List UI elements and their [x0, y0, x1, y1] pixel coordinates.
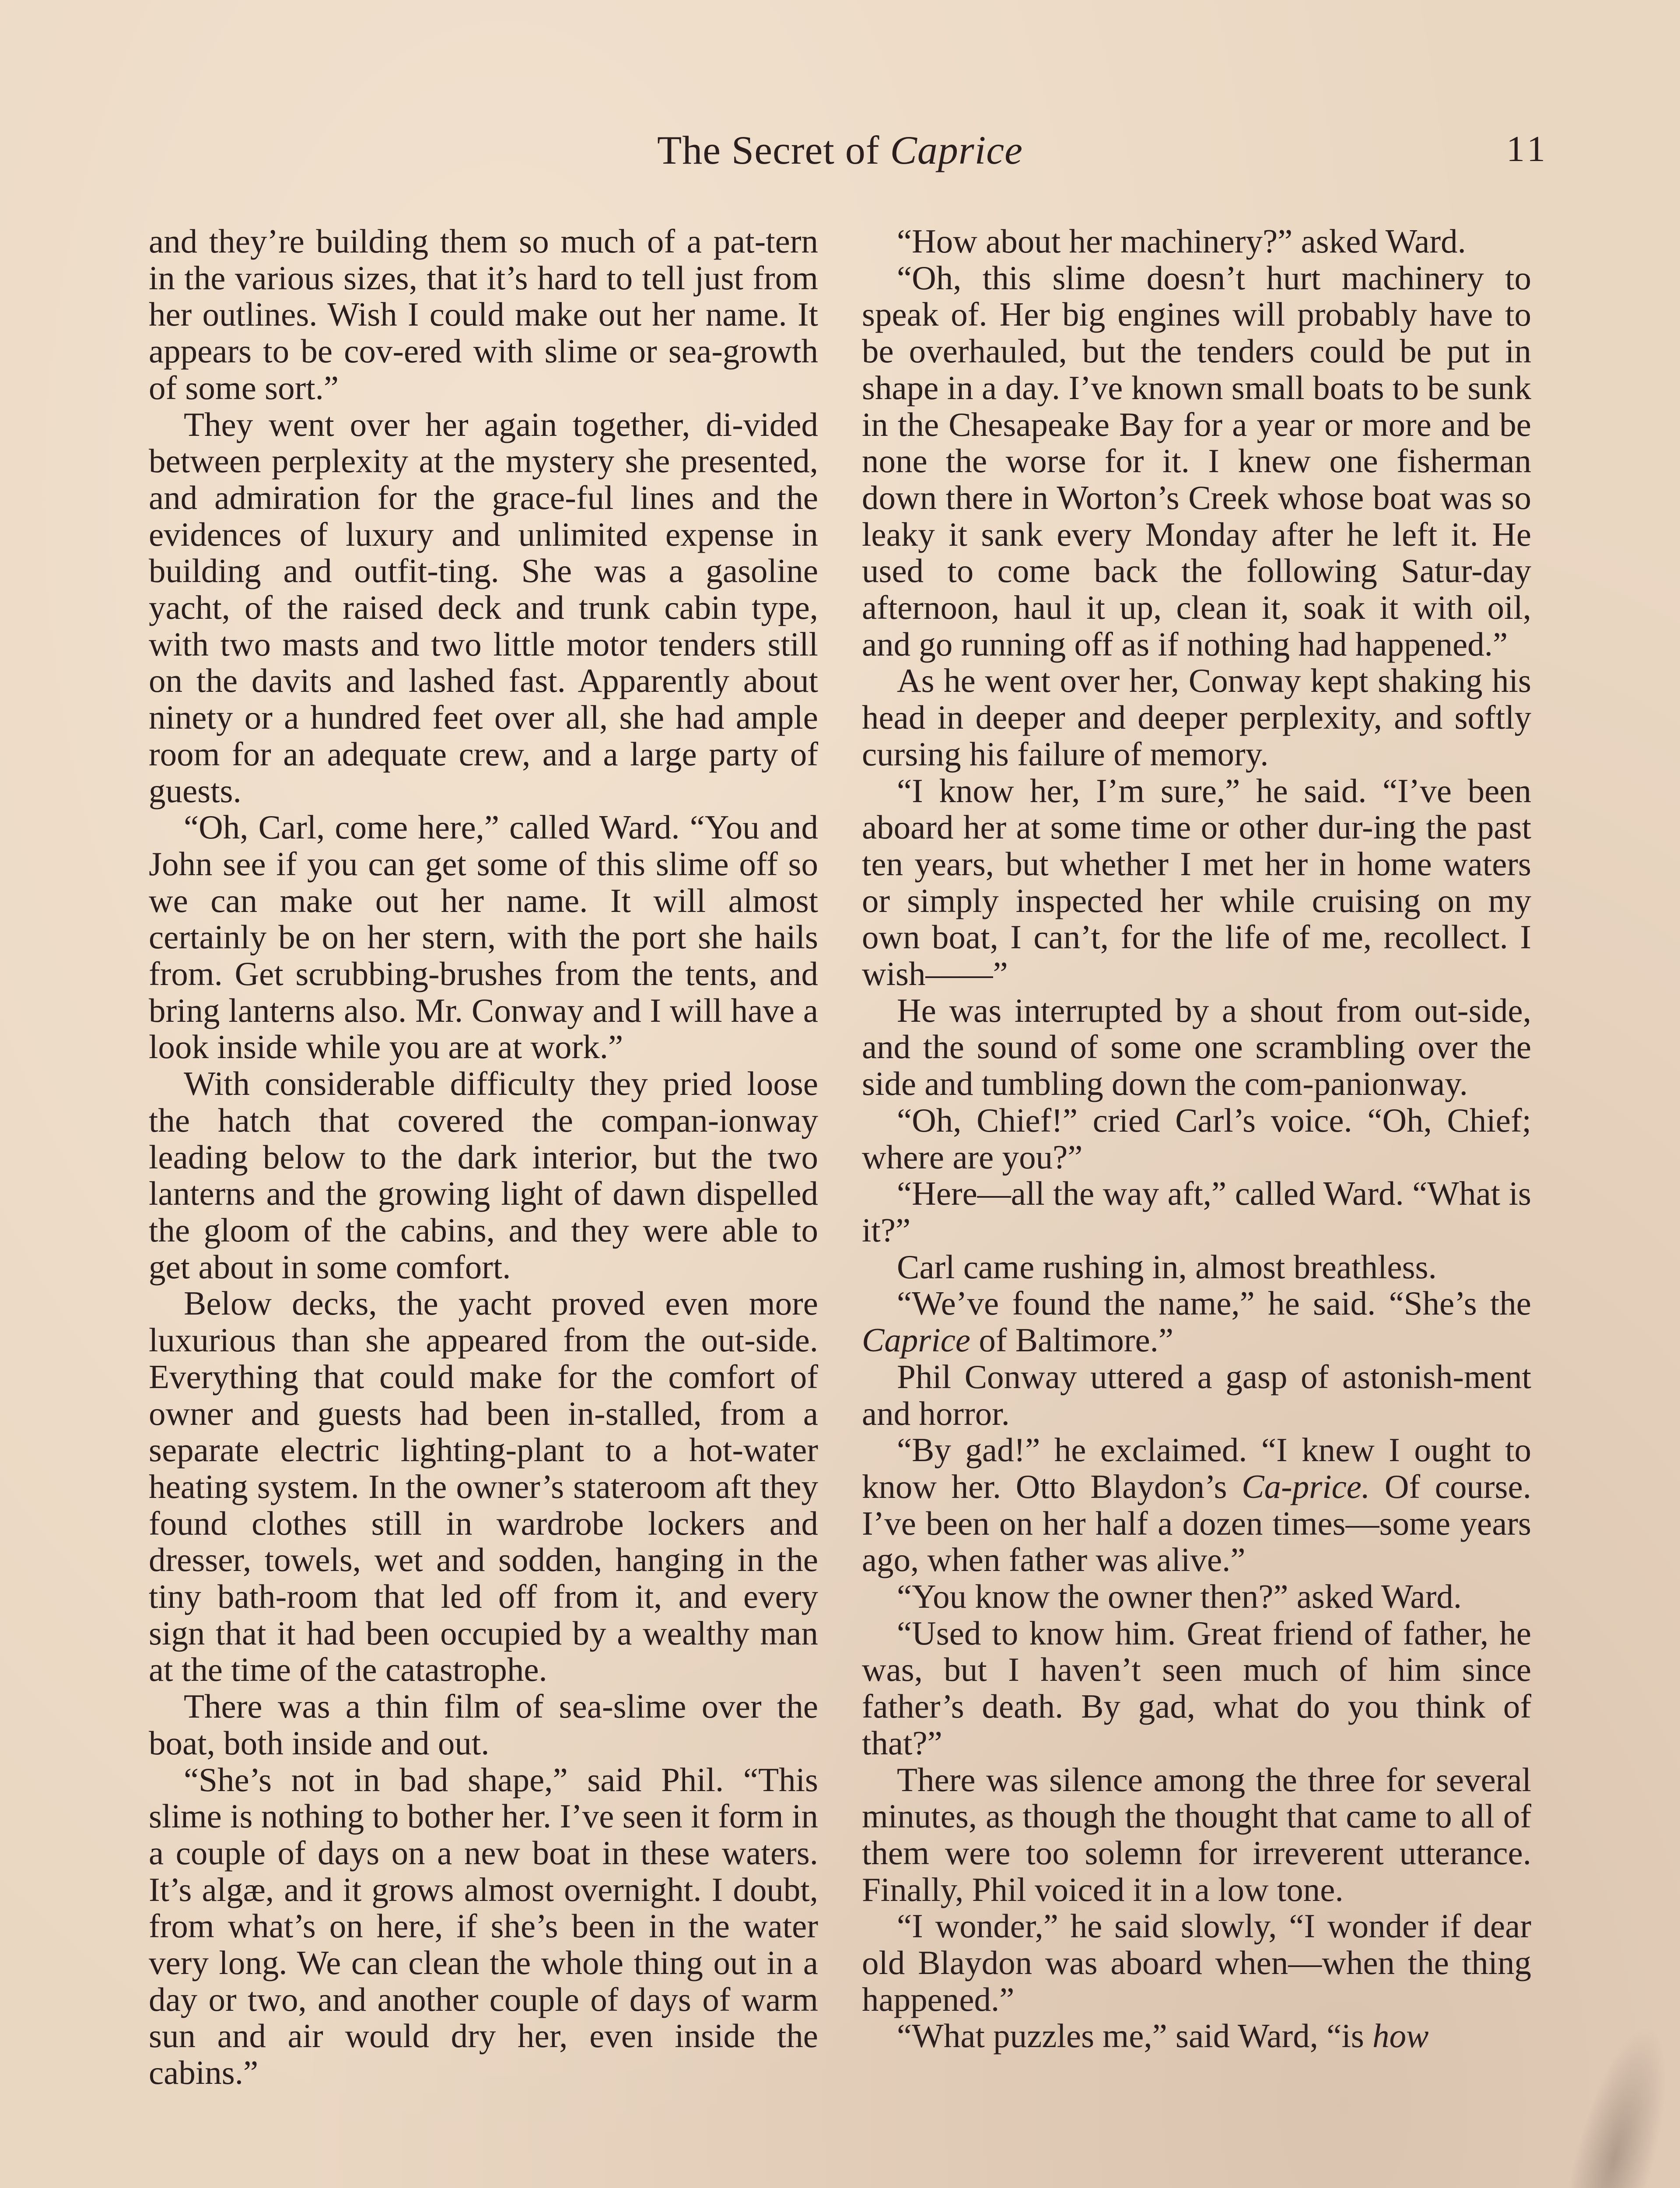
paragraph: [862, 1432, 1531, 1578]
title-prefix: The Secret of: [657, 128, 890, 172]
paragraph: and they’re building them so much of a pat-tern in the various sizes, that it’s hard to tell just from her outlines. Wish I could make out her name. It appears to be cov-ered with slime or sea-growth of some sort.”: [149, 222, 818, 407]
paragraph: “Oh, this slime doesn’t hurt machinery to speak of. Her big engines will probably have to be overhauled, but the tenders could be put in shape in a day. I’ve known small boats to be sunk in the Chesapeake Bay for a year or more and be none the worse for it. I knew one fisherman down there in Worton’s Creek whose boat was so leaky it sank every Monday after he left it. He used to come back the following Satur-day afternoon, haul it up, clean it, soak it with oil, and go running off as if nothing had happened.”: [862, 259, 1531, 663]
emphasis: how: [1372, 2017, 1429, 2055]
paragraph: “You know the owner then?” asked Ward.: [897, 1578, 1462, 1616]
running-title: [0, 127, 1680, 173]
paragraph: He was interrupted by a shout from out-side, and the sound of some one scrambling over the side and tumbling down the com-panionway.: [862, 991, 1531, 1103]
text-run: “What puzzles me,” said Ward, “is: [897, 2017, 1373, 2055]
paragraph: [862, 2018, 1531, 2055]
paragraph: “She’s not in bad shape,” said Phil. “This slime is nothing to bother her. I’ve seen it form in a couple of days on a new boat in these waters. It’s algæ, and it grows almost overnight. I doubt, from what’s on here, if she’s been in the water very long. We can clean the whole thing out in a day or two, and another couple of days of warm sun and air would dry her, even inside the cabins.”: [149, 1760, 818, 2092]
ship-name: Ca-price.: [1242, 1467, 1370, 1505]
running-head: [0, 123, 1680, 184]
paragraph: As he went over her, Conway kept shaking his head in deeper and deeper perplexity, and softly cursing his failure of memory.: [862, 662, 1531, 773]
paragraph: [862, 1285, 1531, 1358]
page-smudge: [1541, 2017, 1680, 2188]
text-run: Of course. I’ve been on her half a dozen times—some years ago, when father was alive.”: [862, 1467, 1531, 1579]
title-italic: Caprice: [890, 128, 1023, 172]
text-run: “By gad!” he exclaimed. “I knew I ought to know her. Otto Blaydon’s: [862, 1431, 1531, 1505]
paragraph: “How about her machinery?” asked Ward.: [897, 222, 1466, 260]
paragraph: “Oh, Chief!” cried Carl’s voice. “Oh, Chief; where are you?”: [862, 1101, 1531, 1176]
paragraph: “I know her, I’m sure,” he said. “I’ve been aboard her at some time or other dur-ing the past ten years, but whether I met her in home waters or simply inspected her while cruising on my own boat, I can’t, for the life of me, recollect. I wish——”: [862, 771, 1531, 993]
paragraph: There was silence among the three for several minutes, as though the thought that came to all of them were too solemn for irreverent utterance. Finally, Phil voiced it in a low tone.: [862, 1760, 1531, 1908]
paragraph: “Used to know him. Great friend of father, he was, but I haven’t seen much of him since father’s death. By gad, what do you think of that?”: [862, 1614, 1531, 1762]
left-text-column: [149, 223, 818, 2091]
page-number: 11: [1506, 129, 1549, 169]
paragraph: “Here—all the way aft,” called Ward. “What is it?”: [862, 1175, 1531, 1249]
ship-name: Caprice: [862, 1321, 971, 1359]
right-text-column: [862, 223, 1531, 2055]
paragraph: They went over her again together, di-vided between perplexity at the mystery she presented, and admiration for the grace-ful lines and the evidences of luxury and unlimited expense in building and outfit-ting. She was a gasoline yacht, of the raised deck and trunk cabin type, with two masts and two little motor tenders still on the davits and lashed fast. Apparently about ninety or a hundred feet over all, she had ample room for an adequate crew, and a large party of guests.: [149, 405, 818, 810]
paragraph: “I wonder,” he said slowly, “I wonder if dear old Blaydon was aboard when—when the thing happened.”: [862, 1907, 1531, 2018]
paragraph: With considerable difficulty they pried loose the hatch that covered the compan-ionway leading below to the dark interior, but the two lanterns and the growing light of dawn dispelled the gloom of the cabins, and they were able to get about in some comfort.: [149, 1065, 818, 1286]
text-run: “We’ve found the name,” he said. “She’s the: [897, 1284, 1531, 1322]
paragraph: Carl came rushing in, almost breathless.: [897, 1248, 1437, 1286]
paragraph: Below decks, the yacht proved even more luxurious than she appeared from the out-side. Everything that could make for the comfort of owner and guests had been in-stalled, from a separate electric lighting-plant to a hot-water heating system. In the owner’s stateroom aft they found clothes still in wardrobe lockers and dresser, towels, wet and sodden, hanging in the tiny bath-room that led off from it, and every sign that it had been occupied by a wealthy man at the time of the catastrophe.: [149, 1284, 818, 1689]
paragraph: “Oh, Carl, come here,” called Ward. “You and John see if you can get some of this slime off so we can make out her name. It will almost certainly be on her stern, with the port she hails from. Get scrubbing-brushes from the tents, and bring lanterns also. Mr. Conway and I will have a look inside while you are at work.”: [149, 808, 818, 1066]
text-run: of Baltimore.”: [970, 1321, 1174, 1359]
paragraph: Phil Conway uttered a gasp of astonish-ment and horror.: [862, 1357, 1531, 1432]
paragraph: There was a thin film of sea-slime over the boat, both inside and out.: [149, 1687, 818, 1762]
